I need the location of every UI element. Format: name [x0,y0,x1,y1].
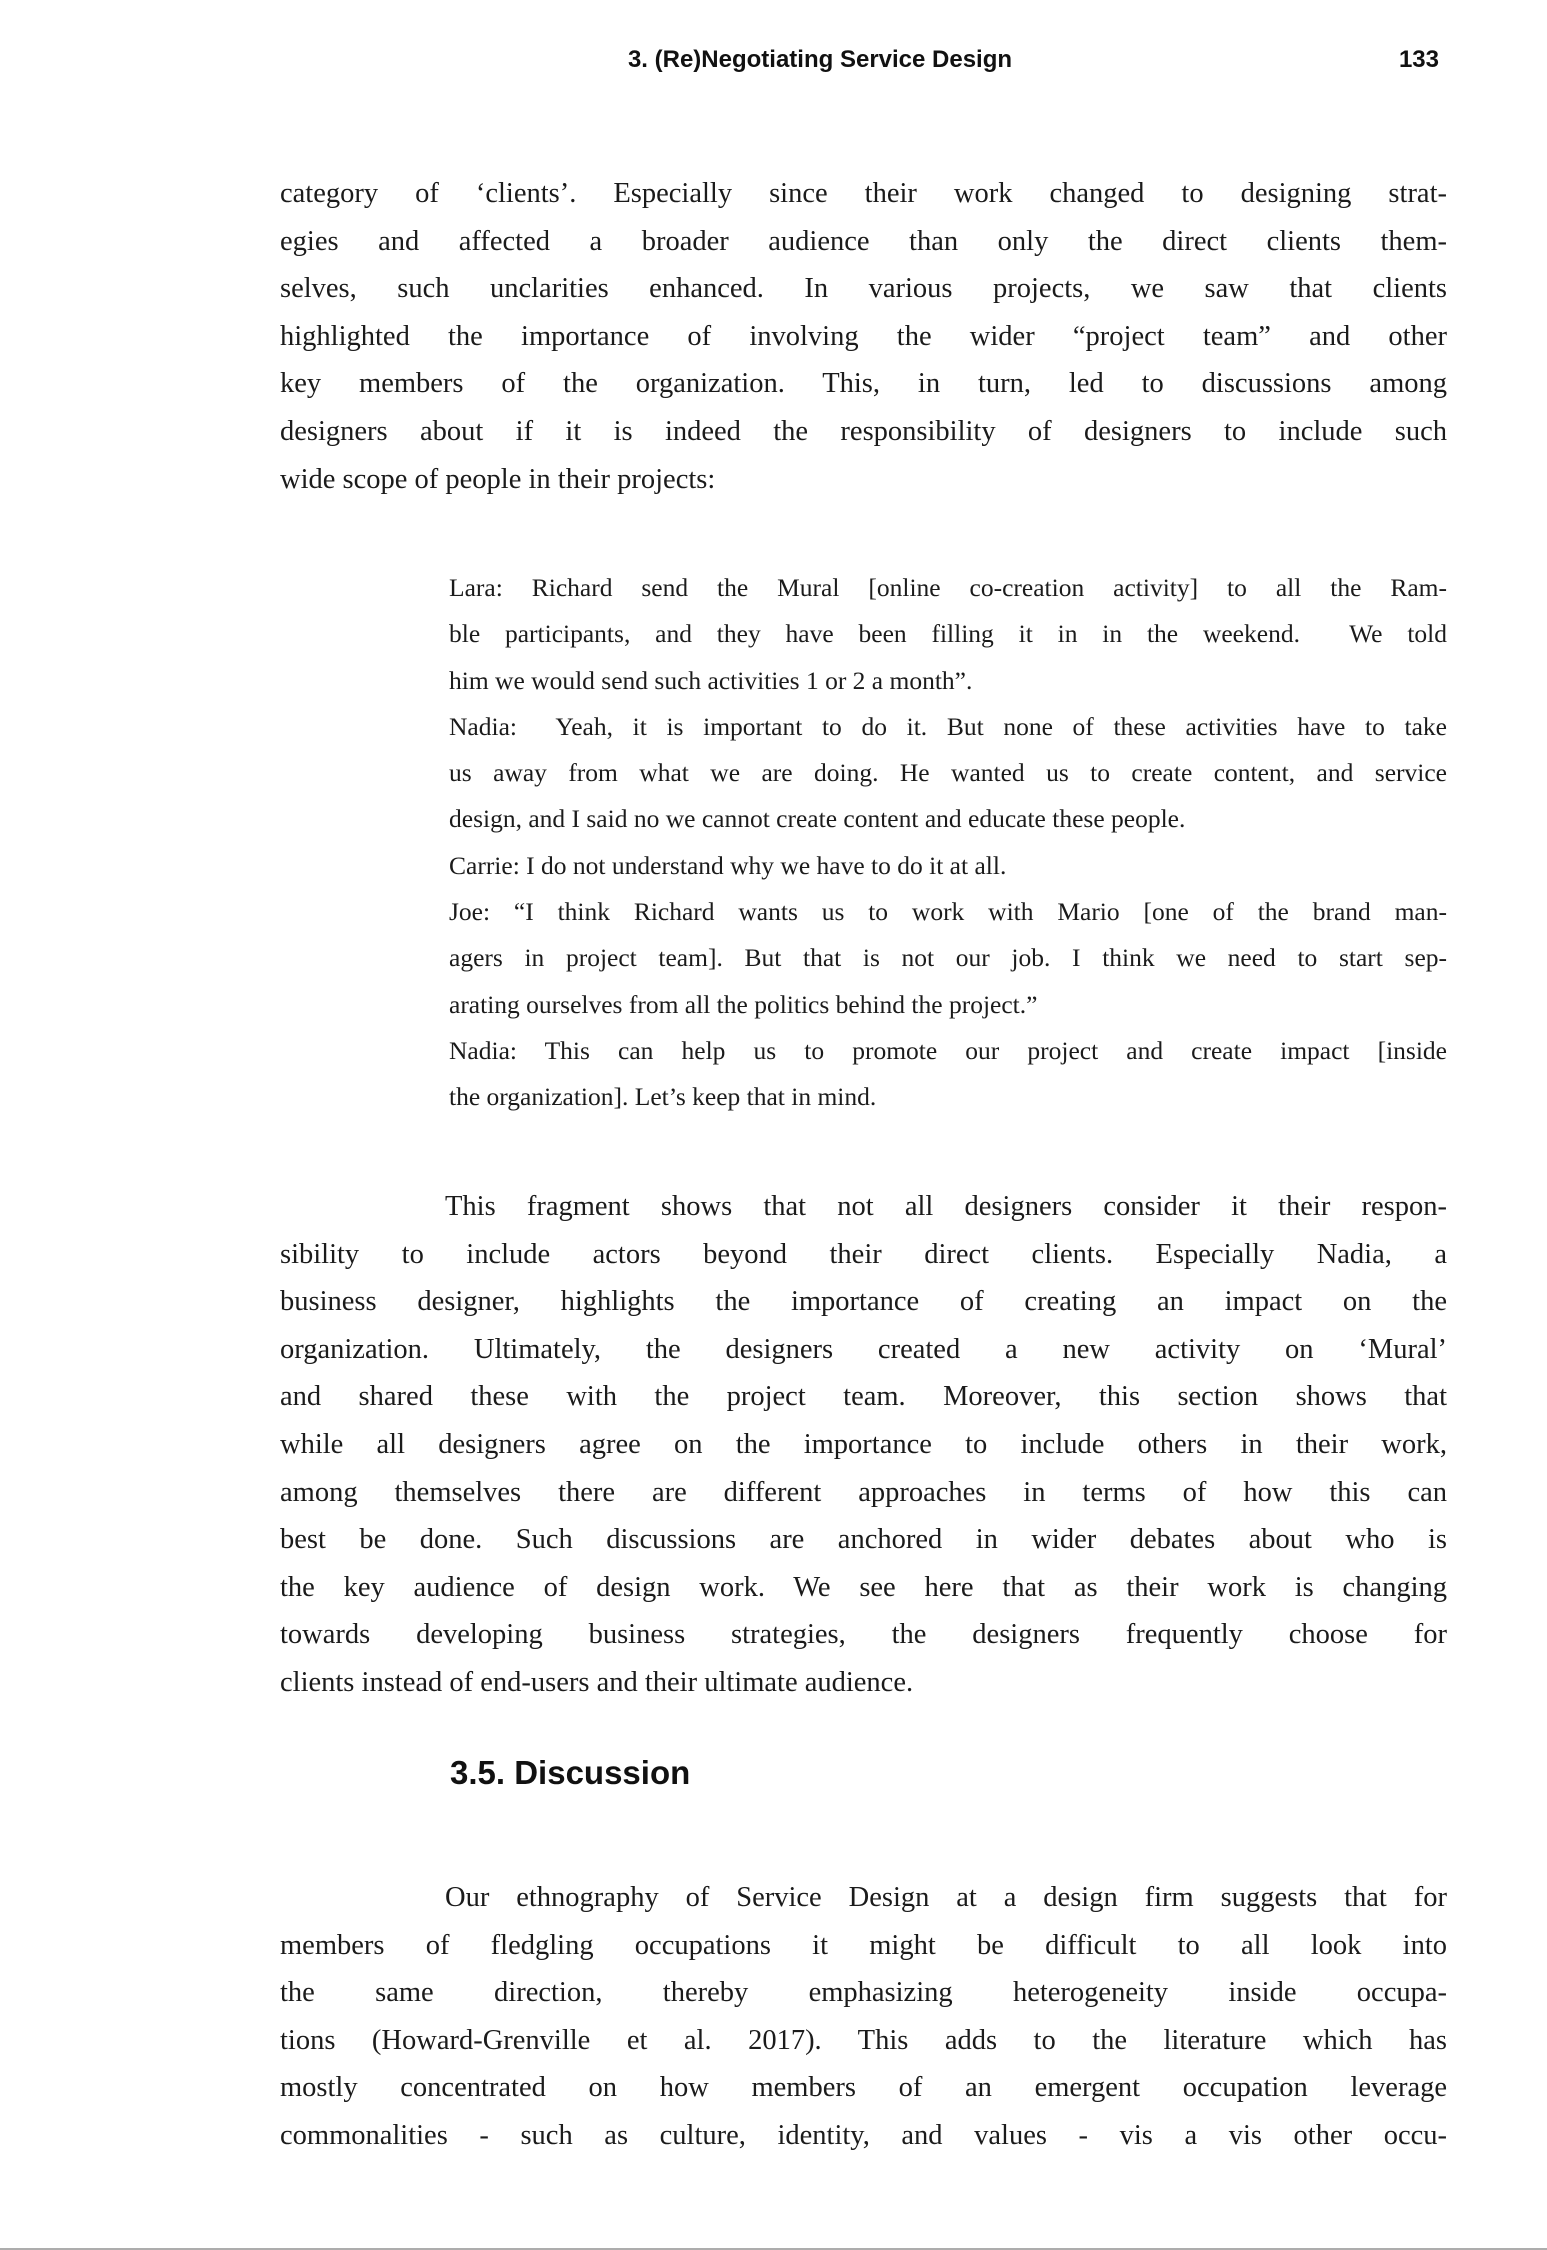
text-line: Nadia: This can help us to promote our project and create impact [inside [449,1035,1447,1065]
chapter-title: 3. (Re)Negotiating Service Design [627,46,1013,73]
text-line: arating ourselves from all the politics behind the project.” [449,989,1038,1019]
text-line: best be done. Such discussions are anchored in wider debates about who is [280,1524,1447,1556]
text-line: ble participants, and they have been filling it in in the weekend. We told [449,619,1447,649]
paragraph-this-fragment [280,1183,1447,1707]
text-line: Joe: “I think Richard wants us to work with Mario [one of the brand man- [449,897,1447,927]
text-line: the key audience of design work. We see here that as their work is changing [280,1571,1447,1603]
text-line: towards developing business strategies, the designers frequently choose for [280,1619,1447,1651]
text-line: Carrie: I do not understand why we have to do it at all. [449,850,1007,880]
text-line: members of fledgling occupations it might be difficult to all look into [280,1929,1447,1961]
text-line: egies and affected a broader audience than only the direct clients them- [280,225,1447,257]
text-line: the organization]. Let’s keep that in mind. [449,1082,877,1112]
quote-turn-nadia-1 [449,704,1447,843]
text-line: designers about if it is indeed the responsibility of designers to include such [280,415,1447,447]
text-line: selves, such unclarities enhanced. In various projects, we saw that clients [280,273,1447,305]
text-line: while all designers agree on the importance to include others in their work, [280,1428,1447,1460]
text-line: category of ‘clients’. Especially since their work changed to designing strat- [280,178,1447,209]
text-line: wide scope of people in their projects: [280,463,716,495]
dialogue-quote-block [449,565,1447,1121]
text-line: mostly concentrated on how members of an emergent occupation leverage [280,2072,1447,2104]
running-header [0,46,1547,78]
text-line: sibility to include actors beyond their direct clients. Especially Nadia, a [280,1238,1447,1270]
quote-turn-lara [449,565,1447,704]
text-line: Lara: Richard send the Mural [online co-creation activity] to all the Ram- [449,573,1447,602]
text-line: commonalities - such as culture, identity, and values - vis a vis other occu- [280,2119,1447,2151]
text-line: him we would send such activities 1 or 2 a month”. [449,665,973,695]
text-line: us away from what we are doing. He wanted us to create content, and service [449,758,1447,788]
text-line: among themselves there are different approaches in terms of how this can [280,1476,1447,1508]
text-line: tions (Howard-Grenville et al. 2017). This adds to the literature which has [280,2024,1447,2056]
quote-turn-nadia-2 [449,1028,1447,1121]
paragraph-our-ethnography [280,1874,1447,2160]
text-line: This fragment shows that not all designers consider it their respon- [445,1191,1447,1222]
page-number: 133 [1398,46,1439,73]
text-line: the same direction, thereby emphasizing heterogeneity inside occupa- [280,1977,1447,2009]
quote-turn-carrie [449,843,1447,889]
text-line: business designer, highlights the importance of creating an impact on the [280,1286,1447,1318]
text-line: highlighted the importance of involving the wider “project team” and other [280,320,1447,352]
text-line: agers in project team]. But that is not our job. I think we need to start sep- [449,943,1447,973]
text-line: organization. Ultimately, the designers created a new activity on ‘Mural’ [280,1333,1447,1365]
text-line: design, and I said no we cannot create content and educate these people. [449,804,1186,834]
text-line: clients instead of end-users and their ultimate audience. [280,1666,914,1698]
quote-turn-joe [449,889,1447,1028]
section-heading-discussion: 3.5. Discussion [450,1754,691,1791]
text-line: Our ethnography of Service Design at a design firm suggests that for [445,1882,1447,1913]
text-line: key members of the organization. This, in turn, led to discussions among [280,368,1447,400]
paragraph-category-of-clients [280,170,1447,503]
text-line: Nadia: Yeah, it is important to do it. But none of these activities have to take [449,711,1447,741]
text-line: and shared these with the project team. Moreover, this section shows that [280,1381,1447,1413]
